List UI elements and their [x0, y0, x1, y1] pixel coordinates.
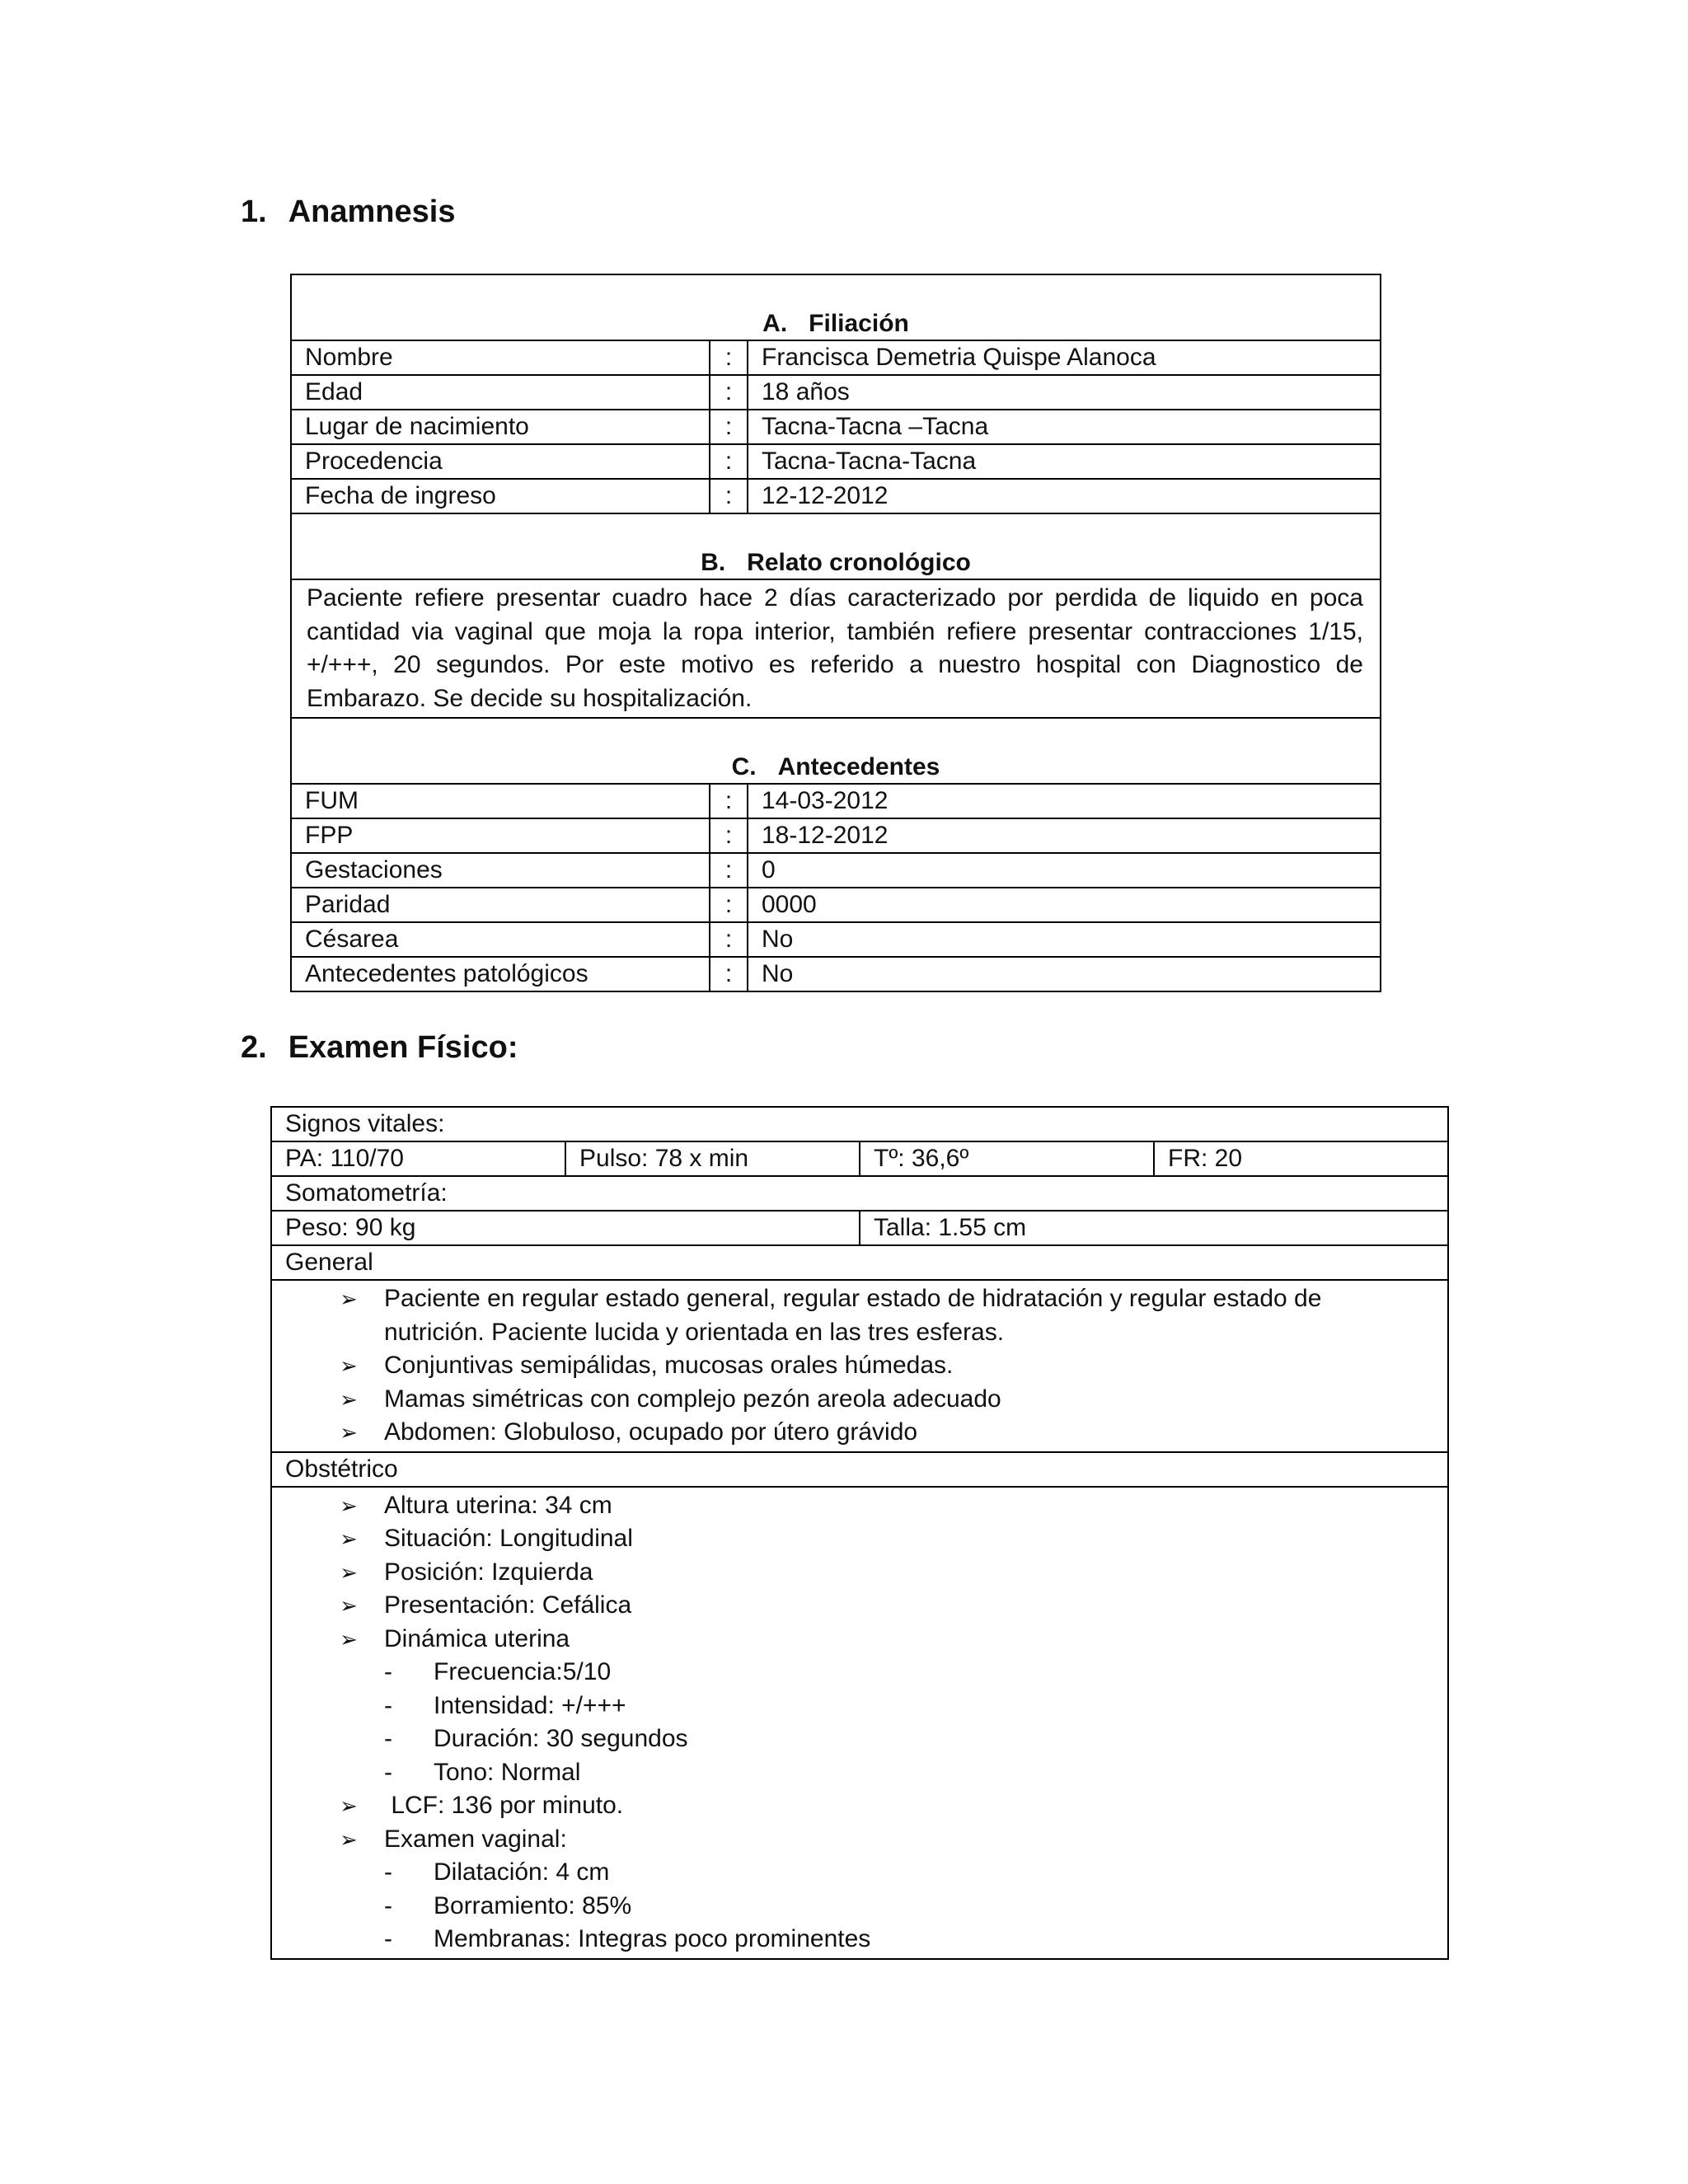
dash-bullet-icon: - [384, 1758, 392, 1786]
general-findings [271, 1280, 1448, 1452]
dinamica-sublist [384, 1656, 1340, 1789]
list-item-text: Conjuntivas semipálidas, mucosas orales húmedas. [384, 1352, 954, 1379]
sublist-item [384, 1690, 1340, 1723]
arrow-bullet-icon: ➢ [340, 1386, 358, 1412]
section-title: Filiación [809, 310, 909, 337]
list-item [272, 1789, 1447, 1823]
list-item [272, 1489, 1447, 1523]
relato-header [291, 513, 1381, 579]
vaginal-sublist [384, 1856, 1340, 1957]
section-letter: B. [701, 549, 726, 576]
row-colon: : [710, 340, 748, 375]
table-row [291, 853, 1381, 888]
arrow-bullet-icon: ➢ [340, 1826, 358, 1852]
list-item [272, 1823, 1447, 1957]
list-item-text: Situación: Longitudinal [384, 1525, 633, 1552]
row-label: Edad [291, 375, 710, 410]
row-label: FUM [291, 784, 710, 818]
obstetrico-list [272, 1489, 1447, 1957]
table-row [291, 888, 1381, 922]
sublist-item [384, 1923, 1340, 1957]
table-row [291, 444, 1381, 479]
row-value: 14-03-2012 [748, 784, 1381, 818]
arrow-bullet-icon: ➢ [340, 1420, 358, 1445]
list-item-text: Paciente en regular estado general, regular estado de hidratación y regular estado de nutrición. Paciente lucida y orientada en las tres esferas. [384, 1285, 1322, 1346]
section-letter: C. [731, 753, 757, 780]
arrow-bullet-icon: ➢ [340, 1559, 358, 1585]
table-row [291, 922, 1381, 957]
list-item-text: Dinámica uterina [384, 1624, 570, 1652]
row-value: Francisca Demetria Quispe Alanoca [748, 340, 1381, 375]
obstetrico-label: Obstétrico [271, 1452, 1448, 1487]
section-title: Anamnesis [288, 194, 456, 229]
sublist-item [384, 1856, 1340, 1890]
arrow-bullet-icon: ➢ [340, 1493, 358, 1518]
dash-bullet-icon: - [384, 1725, 392, 1752]
row-value: No [748, 957, 1381, 991]
row-label: Césarea [291, 922, 710, 957]
table-row [291, 784, 1381, 818]
row-value: 18-12-2012 [748, 818, 1381, 853]
list-item-text: Presentación: Cefálica [384, 1591, 632, 1619]
general-label: General [271, 1245, 1448, 1280]
dash-bullet-icon: - [384, 1891, 392, 1919]
row-colon: : [710, 375, 748, 410]
row-colon: : [710, 853, 748, 888]
sublist-item-text: Duración: 30 segundos [434, 1725, 688, 1752]
list-item-text: Mamas simétricas con complejo pezón areola adecuado [384, 1385, 1001, 1413]
section-number: 1. [241, 194, 267, 229]
peso-cell: Peso: 90 kg [271, 1211, 860, 1245]
row-value: 0 [748, 853, 1381, 888]
dash-bullet-icon: - [384, 1925, 392, 1952]
anamnesis-table [290, 274, 1381, 992]
arrow-bullet-icon: ➢ [340, 1353, 358, 1378]
list-item [272, 1383, 1447, 1417]
list-item-text: LCF: 136 por minuto. [384, 1792, 624, 1819]
arrow-bullet-icon: ➢ [340, 1626, 358, 1652]
section-number: 2. [241, 1030, 267, 1065]
list-item [272, 1522, 1447, 1556]
sublist-item-text: Frecuencia:5/10 [434, 1658, 612, 1685]
list-item-text: Altura uterina: 34 cm [384, 1491, 612, 1519]
row-label: Gestaciones [291, 853, 710, 888]
list-item-text: Posición: Izquierda [384, 1558, 593, 1586]
sublist-item-text: Dilatación: 4 cm [434, 1858, 610, 1886]
table-row [291, 957, 1381, 991]
signos-vitales-label: Signos vitales: [271, 1107, 1448, 1141]
sublist-item-text: Tono: Normal [434, 1758, 581, 1786]
list-item-text: Examen vaginal: [384, 1825, 567, 1853]
row-value: 12-12-2012 [748, 479, 1381, 513]
row-value: Tacna-Tacna –Tacna [748, 410, 1381, 444]
row-value: 18 años [748, 375, 1381, 410]
obstetrico-findings [271, 1487, 1448, 1959]
row-colon: : [710, 818, 748, 853]
section-title: Antecedentes [777, 753, 940, 780]
temperatura-cell: Tº: 36,6º [860, 1141, 1154, 1176]
row-label: Nombre [291, 340, 710, 375]
row-value: No [748, 922, 1381, 957]
fr-cell: FR: 20 [1154, 1141, 1448, 1176]
arrow-bullet-icon: ➢ [340, 1593, 358, 1618]
sublist-item [384, 1756, 1340, 1790]
antecedentes-header [291, 718, 1381, 784]
list-item [272, 1349, 1447, 1383]
row-label: Antecedentes patológicos [291, 957, 710, 991]
row-label: Lugar de nacimiento [291, 410, 710, 444]
row-colon: : [710, 888, 748, 922]
row-colon: : [710, 957, 748, 991]
row-colon: : [710, 784, 748, 818]
table-row [291, 410, 1381, 444]
pulso-cell: Pulso: 78 x min [565, 1141, 860, 1176]
somatometria-label: Somatometría: [271, 1176, 1448, 1211]
arrow-bullet-icon: ➢ [340, 1286, 358, 1311]
list-item [272, 1416, 1447, 1450]
examen-fisico-table [270, 1106, 1449, 1960]
sublist-item-text: Membranas: Integras poco prominentes [434, 1925, 871, 1952]
row-colon: : [710, 410, 748, 444]
dash-bullet-icon: - [384, 1658, 392, 1685]
list-item [272, 1589, 1447, 1623]
section-heading-anamnesis [241, 194, 455, 230]
section-title: Relato cronológico [747, 549, 971, 576]
section-title: Examen Físico: [288, 1030, 518, 1065]
list-item [272, 1623, 1447, 1790]
table-row [291, 479, 1381, 513]
arrow-bullet-icon: ➢ [340, 1526, 358, 1551]
talla-cell: Talla: 1.55 cm [860, 1211, 1448, 1245]
sublist-item [384, 1722, 1340, 1756]
dash-bullet-icon: - [384, 1858, 392, 1886]
table-row [271, 1211, 1448, 1245]
row-label: Fecha de ingreso [291, 479, 710, 513]
list-item [272, 1556, 1447, 1590]
dash-bullet-icon: - [384, 1691, 392, 1719]
row-label: FPP [291, 818, 710, 853]
row-label: Paridad [291, 888, 710, 922]
row-colon: : [710, 444, 748, 479]
table-row [271, 1141, 1448, 1176]
pa-cell: PA: 110/70 [271, 1141, 565, 1176]
row-label: Procedencia [291, 444, 710, 479]
sublist-item-text: Intensidad: +/+++ [434, 1691, 626, 1719]
sublist-item [384, 1890, 1340, 1924]
list-item-text: Abdomen: Globuloso, ocupado por útero grávido [384, 1418, 918, 1446]
row-colon: : [710, 922, 748, 957]
section-heading-examen-fisico [241, 1030, 518, 1066]
section-letter: A. [762, 310, 788, 337]
row-value: 0000 [748, 888, 1381, 922]
general-list [272, 1282, 1447, 1450]
table-row [291, 818, 1381, 853]
table-row [291, 340, 1381, 375]
list-item [272, 1282, 1447, 1349]
row-colon: : [710, 479, 748, 513]
sublist-item-text: Borramiento: 85% [434, 1891, 632, 1919]
row-value: Tacna-Tacna-Tacna [748, 444, 1381, 479]
relato-text: Paciente refiere presentar cuadro hace 2 días caracterizado por perdida de liquido en poca cantidad via vaginal que moja la ropa interior, también refiere presentar contracciones 1/15, +/+++, 20 segundos. Por este motivo es referido a nuestro hospital con Diagnostico de Embarazo. Se decide su hospitalización. [291, 579, 1381, 718]
sublist-item [384, 1656, 1340, 1690]
table-row [291, 375, 1381, 410]
arrow-bullet-icon: ➢ [340, 1793, 358, 1818]
filiacion-header [291, 274, 1381, 340]
